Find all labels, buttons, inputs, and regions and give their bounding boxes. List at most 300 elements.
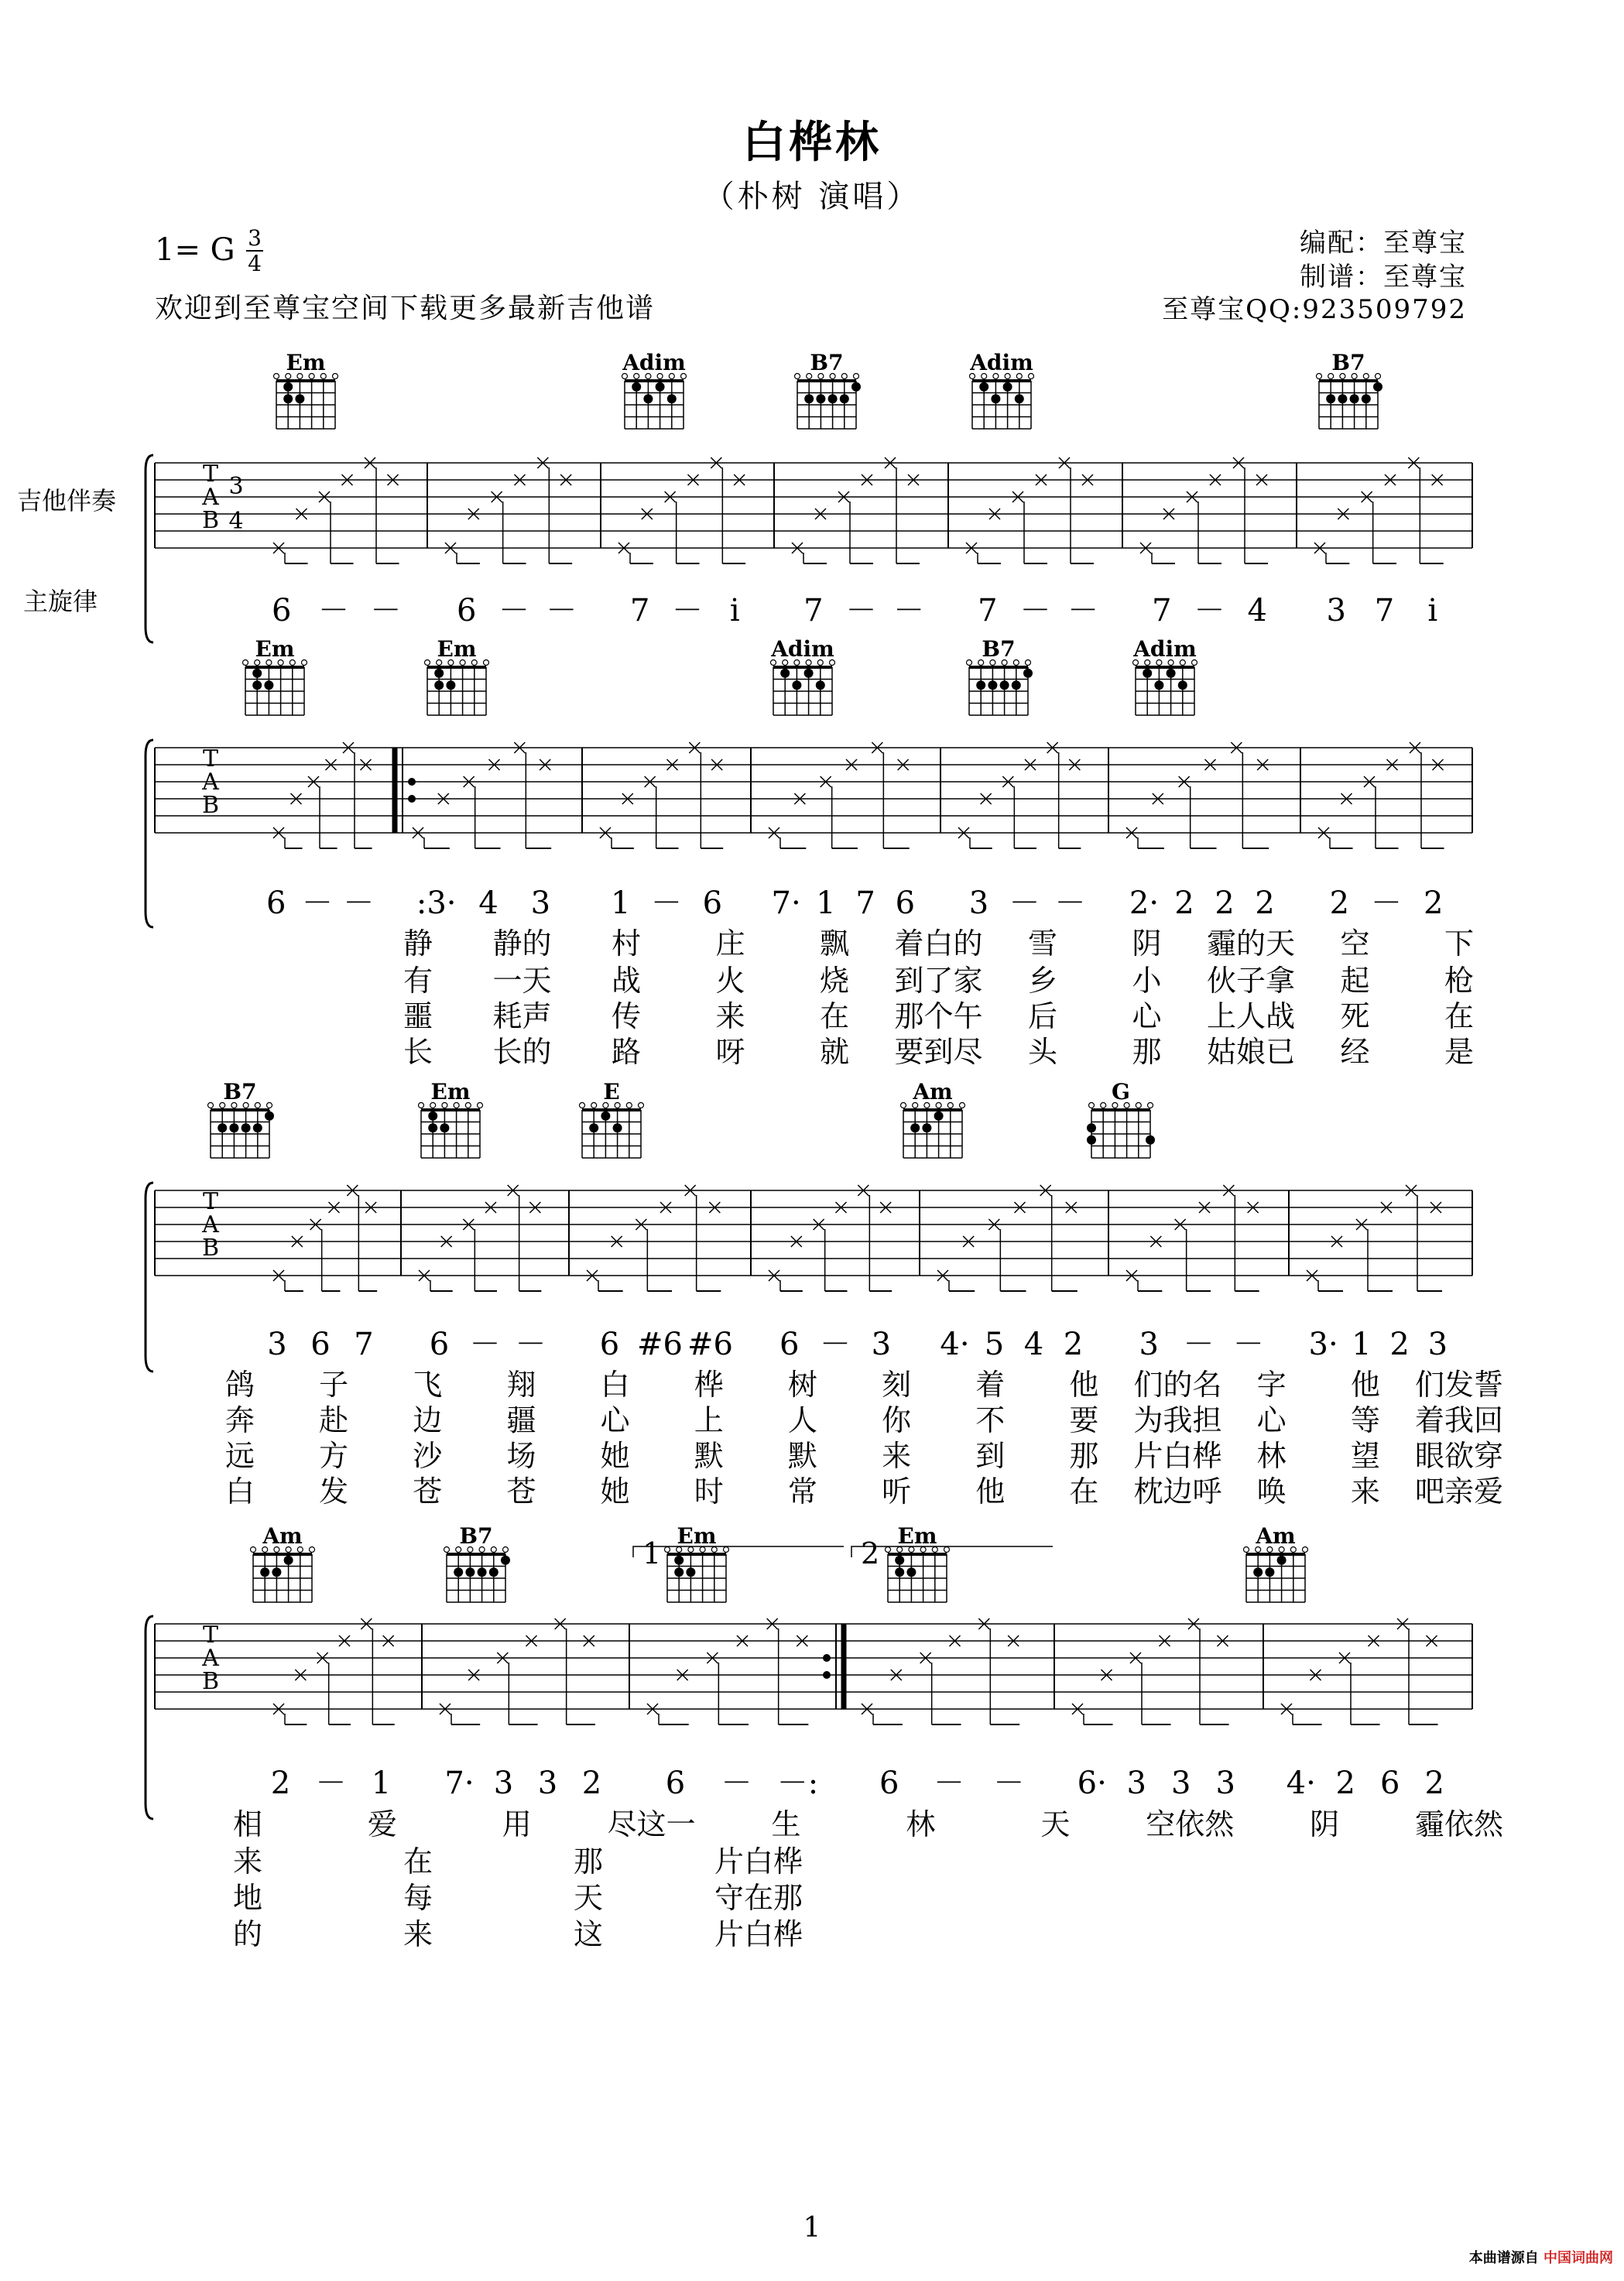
lyric-word: 天: [1040, 1807, 1071, 1841]
open-string-marker: [1136, 1103, 1141, 1108]
open-string-marker: [580, 1103, 585, 1108]
melody-note: 2: [1215, 885, 1235, 921]
chord-finger-dot: [1143, 669, 1152, 678]
volta-2-bracket: [851, 1546, 1053, 1557]
chord-finger-dot: [1154, 680, 1163, 690]
chord-finger-dot: [446, 680, 455, 690]
melody-note: 6: [1380, 1766, 1400, 1801]
open-string-marker: [944, 1547, 950, 1553]
lyric-word: 桦: [694, 1368, 724, 1402]
chord-finger-dot: [489, 1567, 499, 1577]
lyric-word: 伙子拿: [1206, 964, 1296, 998]
lyric-word: 来: [1350, 1474, 1380, 1509]
lyric-word: 字: [1256, 1368, 1287, 1402]
melody-note: 2: [1174, 885, 1194, 921]
repeat-dot: [823, 1671, 831, 1679]
melody-note: 6: [599, 1327, 620, 1362]
footer-site: 中国词曲网: [1543, 2250, 1613, 2266]
lyric-word: 着: [975, 1368, 1006, 1402]
chord-name: Am: [1256, 1523, 1296, 1549]
lyric-word: 们发誓: [1414, 1368, 1504, 1402]
melody-note: 2·: [1129, 885, 1160, 921]
chord-finger-dot: [252, 669, 262, 678]
lyric-word: 尽这一: [607, 1807, 696, 1841]
melody-note: 6: [879, 1766, 899, 1801]
open-string-marker: [333, 374, 338, 379]
melody-note: 3: [493, 1766, 514, 1801]
chord-finger-dot: [895, 1556, 904, 1565]
system-bracket: [146, 740, 153, 927]
open-string-marker: [267, 1103, 272, 1108]
lyric-word: 奔: [224, 1403, 255, 1437]
melody-note: 6·: [1077, 1766, 1107, 1801]
melody-note: －: [893, 593, 925, 628]
lyric-word: 死: [1340, 999, 1370, 1033]
lyric-word: 上: [694, 1403, 724, 1437]
lyric-word: 一天: [492, 964, 552, 998]
lyric-word: 爱: [367, 1807, 397, 1841]
tab-letter: T: [202, 1622, 219, 1649]
chord-finger-dot: [440, 1123, 449, 1132]
melody-note: －: [672, 593, 703, 628]
lyric-word: 听: [882, 1474, 912, 1509]
lyric-word: 上人战: [1206, 999, 1296, 1033]
lyric-word: 枕边呼: [1133, 1474, 1222, 1509]
lyric-word: 片白桦: [1133, 1439, 1222, 1473]
lyric-word: 边: [413, 1403, 443, 1437]
melody-note: －: [469, 1327, 501, 1362]
chord-finger-dot: [242, 1123, 251, 1132]
melody-note: －: [845, 593, 877, 628]
melody-note: i: [1427, 593, 1438, 628]
lyric-word: 望: [1350, 1439, 1380, 1473]
key-signature: 1= G: [155, 232, 235, 268]
lyric-word: 在: [819, 999, 850, 1033]
lyric-word: 烧: [819, 964, 850, 998]
open-string-marker: [960, 1103, 965, 1108]
chord-finger-dot: [910, 1123, 920, 1132]
chord-finger-dot: [667, 394, 677, 403]
melody-note: －: [651, 885, 682, 921]
lyric-word: 传: [611, 999, 642, 1033]
lyric-word: 霾的天: [1206, 926, 1296, 961]
chord-name: E: [603, 1079, 620, 1105]
lyric-word: 到: [975, 1439, 1006, 1473]
chord-finger-dot: [1253, 1567, 1263, 1577]
lyric-word: 每: [403, 1881, 433, 1915]
melody-note: 2: [1063, 1327, 1084, 1362]
chord-name: Em: [255, 636, 295, 662]
melody-note: 6: [429, 1327, 450, 1362]
melody-note: －: [1067, 593, 1099, 628]
lyric-word: 这: [573, 1917, 604, 1951]
melody-note: 2: [1329, 885, 1350, 921]
lyric-word: 常: [787, 1474, 817, 1509]
chord-finger-dot: [906, 1567, 916, 1577]
melody-note: 3·: [1308, 1327, 1338, 1362]
melody-note: －: [318, 593, 349, 628]
melody-note: 4: [1023, 1327, 1044, 1362]
lyric-word: 长的: [492, 1035, 552, 1069]
chord-name: Em: [286, 350, 326, 375]
lyric-word: 飘: [819, 926, 850, 961]
melody-note: 7: [978, 593, 998, 628]
lyric-word: 小: [1132, 964, 1162, 998]
melody-note: －: [1232, 1327, 1264, 1362]
lyric-word: 片白桦: [714, 1844, 803, 1879]
chord-name: B7: [459, 1523, 493, 1549]
lyric-word: 起: [1340, 964, 1370, 998]
melody-note: 3: [1139, 1327, 1159, 1362]
open-string-marker: [444, 1547, 450, 1553]
lyric-word: 经: [1340, 1035, 1370, 1069]
chord-finger-dot: [976, 680, 985, 690]
lyric-word: 战: [611, 964, 642, 998]
chord-finger-dot: [1350, 394, 1359, 403]
melody-note: －: [993, 1766, 1025, 1801]
chord-finger-dot: [1362, 394, 1371, 403]
lyric-word: 着我回: [1414, 1403, 1504, 1437]
open-string-marker: [724, 1547, 729, 1553]
lyric-word: 生: [771, 1807, 801, 1841]
melody-note: 4·: [940, 1327, 970, 1362]
chord-finger-dot: [804, 669, 814, 678]
lyric-word: 来: [882, 1439, 912, 1473]
lyric-word: 不: [975, 1403, 1006, 1437]
open-string-marker: [967, 660, 972, 666]
chord-finger-dot: [253, 1123, 262, 1132]
lyric-word: 地: [232, 1881, 263, 1915]
tab-letter: T: [202, 1188, 219, 1215]
lyric-word: 噩: [403, 999, 433, 1033]
open-string-marker: [854, 374, 859, 379]
melody-note: 6: [895, 885, 916, 921]
chord-finger-dot: [934, 1111, 944, 1121]
tab-letter: B: [201, 507, 220, 534]
tab-letter: A: [202, 484, 219, 511]
lyric-word: 的: [232, 1917, 263, 1951]
melody-row-label: 主旋律: [23, 587, 98, 616]
melody-note: 3: [267, 1327, 287, 1362]
time-signature-bottom: 4: [248, 251, 262, 276]
chord-finger-dot: [1167, 669, 1176, 678]
tab-letter: B: [201, 1235, 220, 1262]
lyric-word: 阴: [1310, 1807, 1340, 1841]
lyric-word: 相: [232, 1807, 263, 1841]
melody-note: i: [729, 593, 740, 628]
open-string-marker: [626, 1103, 632, 1108]
chord-finger-dot: [428, 1123, 437, 1132]
chord-finger-dot: [283, 382, 293, 392]
lyric-word: 她: [600, 1474, 630, 1509]
lyric-word: 心: [1256, 1403, 1287, 1437]
melody-note: －: [934, 1766, 964, 1801]
lyric-word: 耗声: [492, 999, 552, 1033]
chord-finger-dot: [434, 680, 444, 690]
lyric-word: 林: [906, 1807, 936, 1841]
melody-note: 3: [871, 1327, 892, 1362]
chord-finger-dot: [674, 1567, 684, 1577]
chord-name: B7: [810, 350, 844, 375]
lyric-word: 为我担: [1133, 1403, 1222, 1437]
lyric-word: 要到尽: [894, 1035, 983, 1069]
melody-note: 3: [1427, 1327, 1448, 1362]
repeat-dot: [823, 1654, 831, 1662]
lyric-word: 天: [573, 1881, 604, 1915]
open-string-marker: [1244, 1547, 1249, 1553]
lyric-word: 霾依然: [1414, 1807, 1504, 1841]
arranger-credit: 编配：至尊宝: [1300, 228, 1467, 259]
open-string-marker: [1026, 660, 1031, 666]
lyric-word: 有: [403, 964, 433, 998]
source-footer: [1469, 2247, 1613, 2267]
chord-finger-dot: [1000, 680, 1009, 690]
melody-note: 3: [1215, 1766, 1235, 1801]
melody-note: －: [499, 593, 529, 628]
melody-note: 6: [310, 1327, 331, 1362]
tab-letter: A: [202, 769, 219, 796]
chord-finger-dot: [260, 1567, 269, 1577]
lyric-word: 他: [1350, 1368, 1380, 1402]
lyric-word: 刻: [882, 1368, 912, 1402]
chord-finger-dot: [1178, 680, 1187, 690]
lyric-word: 在: [403, 1844, 433, 1879]
open-string-marker: [795, 374, 800, 379]
melody-note: #6: [687, 1327, 733, 1362]
melody-note: 2: [270, 1766, 291, 1801]
melody-note: －: [515, 1327, 546, 1362]
lyric-word: 她: [600, 1439, 630, 1473]
welcome-text: 欢迎到至尊宝空间下载更多最新吉他谱: [155, 293, 656, 324]
melody-note: 2: [1335, 1766, 1355, 1801]
lyric-word: 用: [502, 1807, 532, 1841]
lyric-word: 白: [224, 1474, 255, 1509]
chord-name: Adim: [622, 350, 686, 375]
lyric-word: 乡: [1027, 964, 1058, 998]
lyric-word: 下: [1444, 926, 1475, 961]
open-string-marker: [208, 1103, 214, 1108]
chord-name: B7: [223, 1079, 257, 1105]
lyric-word: 片白桦: [714, 1917, 803, 1951]
chord-finger-dot: [1373, 382, 1382, 392]
melody-note: 2: [1423, 885, 1444, 921]
lyric-word: 后: [1027, 999, 1058, 1033]
lyric-word: 子: [319, 1368, 349, 1402]
lyric-word: 长: [403, 1035, 433, 1069]
lyric-word: 那: [1069, 1439, 1099, 1473]
tab-letter: T: [202, 745, 219, 772]
lyric-word: 要: [1069, 1403, 1099, 1437]
melody-note: 2: [1424, 1766, 1444, 1801]
lyric-word: 路: [611, 1035, 642, 1069]
chord-name: Em: [437, 636, 477, 662]
volta-2-label: 2: [861, 1536, 880, 1570]
lyric-word: 等: [1350, 1403, 1380, 1437]
lyric-word: 那: [1132, 1035, 1162, 1069]
open-string-marker: [1376, 374, 1381, 379]
chord-finger-dot: [1146, 1135, 1155, 1145]
lyric-word: 们的名: [1133, 1368, 1222, 1402]
melody-note: －: [1054, 885, 1086, 921]
lyric-word: 白: [600, 1368, 630, 1402]
chord-finger-dot: [1326, 394, 1335, 403]
lyric-word: 头: [1027, 1035, 1058, 1069]
melody-note: －: [1019, 593, 1051, 628]
chord-name: Em: [897, 1523, 937, 1549]
open-string-marker: [665, 1547, 670, 1553]
melody-note: :3·: [416, 885, 457, 921]
melody-note: －: [315, 1766, 347, 1801]
melody-note: －: [721, 1766, 752, 1801]
chord-finger-dot: [979, 382, 988, 392]
chord-finger-dot: [656, 382, 665, 392]
melody-note: 3: [530, 885, 551, 921]
footer-text: 本曲谱源自: [1468, 2250, 1539, 2266]
melody-note: 6: [271, 593, 292, 628]
page-number: 1: [803, 2212, 821, 2244]
chord-finger-dot: [1087, 1135, 1096, 1145]
system-bracket: [146, 1183, 153, 1372]
chord-name: B7: [982, 636, 1016, 662]
lyric-word: 那: [573, 1844, 604, 1879]
lyric-word: 庄: [715, 926, 745, 961]
chord-name: Adim: [970, 350, 1033, 375]
chord-finger-dot: [828, 394, 838, 403]
melody-note: 7·: [771, 885, 801, 921]
open-string-marker: [901, 1103, 906, 1108]
lyric-word: 默: [694, 1439, 724, 1473]
melody-note: 7: [629, 593, 650, 628]
chord-finger-dot: [1087, 1123, 1096, 1132]
open-string-marker: [302, 660, 307, 666]
melody-note: －:: [776, 1766, 819, 1801]
chord-finger-dot: [988, 680, 997, 690]
melody-note: 2: [1389, 1327, 1410, 1362]
lyric-word: 心: [1132, 999, 1162, 1033]
melody-note: 2: [581, 1766, 602, 1801]
chord-finger-dot: [780, 669, 790, 678]
lyric-word: 枪: [1444, 964, 1475, 998]
chord-name: Em: [430, 1079, 471, 1105]
open-string-marker: [251, 1547, 256, 1553]
lyric-word: 空依然: [1146, 1807, 1235, 1841]
chord-finger-dot: [686, 1567, 695, 1577]
open-string-marker: [1303, 1547, 1308, 1553]
chord-finger-dot: [434, 669, 444, 678]
open-string-marker: [503, 1547, 509, 1553]
melody-note: －: [546, 593, 577, 628]
melody-note: 7: [803, 593, 824, 628]
lyric-word: 那个午: [894, 999, 983, 1033]
open-string-marker: [274, 374, 279, 379]
melody-note: 1: [610, 885, 631, 921]
melody-note: 7·: [444, 1766, 475, 1801]
chord-finger-dot: [922, 1123, 931, 1132]
lyric-word: 苍: [506, 1474, 536, 1509]
chord-finger-dot: [589, 1123, 598, 1132]
lyric-word: 他: [1069, 1368, 1099, 1402]
lyric-word: 雪: [1027, 926, 1058, 961]
chord-finger-dot: [851, 382, 861, 392]
lyric-word: 来: [715, 999, 745, 1033]
open-string-marker: [886, 1547, 891, 1553]
lyric-word: 静: [403, 926, 433, 961]
melody-note: 1: [816, 885, 836, 921]
chord-finger-dot: [454, 1567, 463, 1577]
tab-letter: A: [202, 1645, 219, 1672]
melody-note: 6: [456, 593, 477, 628]
chord-finger-dot: [252, 680, 262, 690]
lyric-word: 在: [1069, 1474, 1099, 1509]
lyric-word: 你: [882, 1403, 912, 1437]
chord-finger-dot: [991, 394, 1000, 403]
melody-note: 6: [702, 885, 723, 921]
chord-name: Adim: [1133, 636, 1197, 662]
chord-finger-dot: [632, 382, 641, 392]
song-title: 白桦林: [742, 117, 882, 168]
chord-finger-dot: [804, 394, 814, 403]
open-string-marker: [484, 660, 489, 666]
chord-finger-dot: [816, 394, 825, 403]
chord-name: Am: [262, 1523, 303, 1549]
chord-finger-dot: [284, 1556, 293, 1565]
lyric-word: 吧亲爱: [1414, 1474, 1504, 1509]
open-string-marker: [1089, 1103, 1095, 1108]
melody-note: －: [1183, 1327, 1215, 1362]
lyric-word: 守在那: [714, 1881, 803, 1915]
tab-letter: T: [202, 461, 219, 488]
chord-finger-dot: [1338, 394, 1347, 403]
melody-note: －: [302, 885, 333, 921]
chord-finger-dot: [792, 680, 801, 690]
melody-note: －: [370, 593, 402, 628]
chord-finger-dot: [501, 1556, 510, 1565]
melody-note: 6: [266, 885, 286, 921]
open-string-marker: [310, 1547, 315, 1553]
melody-note: 4·: [1286, 1766, 1316, 1801]
song-subtitle: （朴树 演唱）: [703, 179, 921, 214]
tab-letter: B: [201, 1668, 220, 1695]
melody-note: 3: [537, 1766, 558, 1801]
lyric-word: 发: [319, 1474, 349, 1509]
lyric-word: 沙: [413, 1439, 443, 1473]
open-string-marker: [425, 660, 430, 666]
chord-finger-dot: [816, 680, 825, 690]
chord-name: B7: [1331, 350, 1365, 375]
lyric-word: 到了家: [894, 964, 983, 998]
chord-name: Em: [677, 1523, 717, 1549]
open-string-marker: [419, 1103, 424, 1108]
open-string-marker: [639, 1103, 644, 1108]
lyric-word: 村: [611, 926, 642, 961]
chord-finger-dot: [613, 1123, 622, 1132]
lyric-word: 呀: [715, 1035, 745, 1069]
open-string-marker: [1148, 1103, 1153, 1108]
melody-note: －: [820, 1327, 851, 1362]
lyric-word: 来: [232, 1844, 263, 1879]
tab-letter: A: [202, 1211, 219, 1238]
melody-note: 3: [1326, 593, 1346, 628]
chord-finger-dot: [643, 394, 653, 403]
melody-note: 7: [354, 1327, 374, 1362]
transcriber-credit: 制谱：至尊宝: [1300, 262, 1467, 293]
lyric-word: 姑娘已: [1206, 1035, 1296, 1069]
lyric-word: 他: [975, 1474, 1006, 1509]
chord-finger-dot: [465, 1567, 475, 1577]
melody-note: 3: [968, 885, 989, 921]
chord-finger-dot: [895, 1567, 904, 1577]
chord-finger-dot: [1015, 394, 1024, 403]
